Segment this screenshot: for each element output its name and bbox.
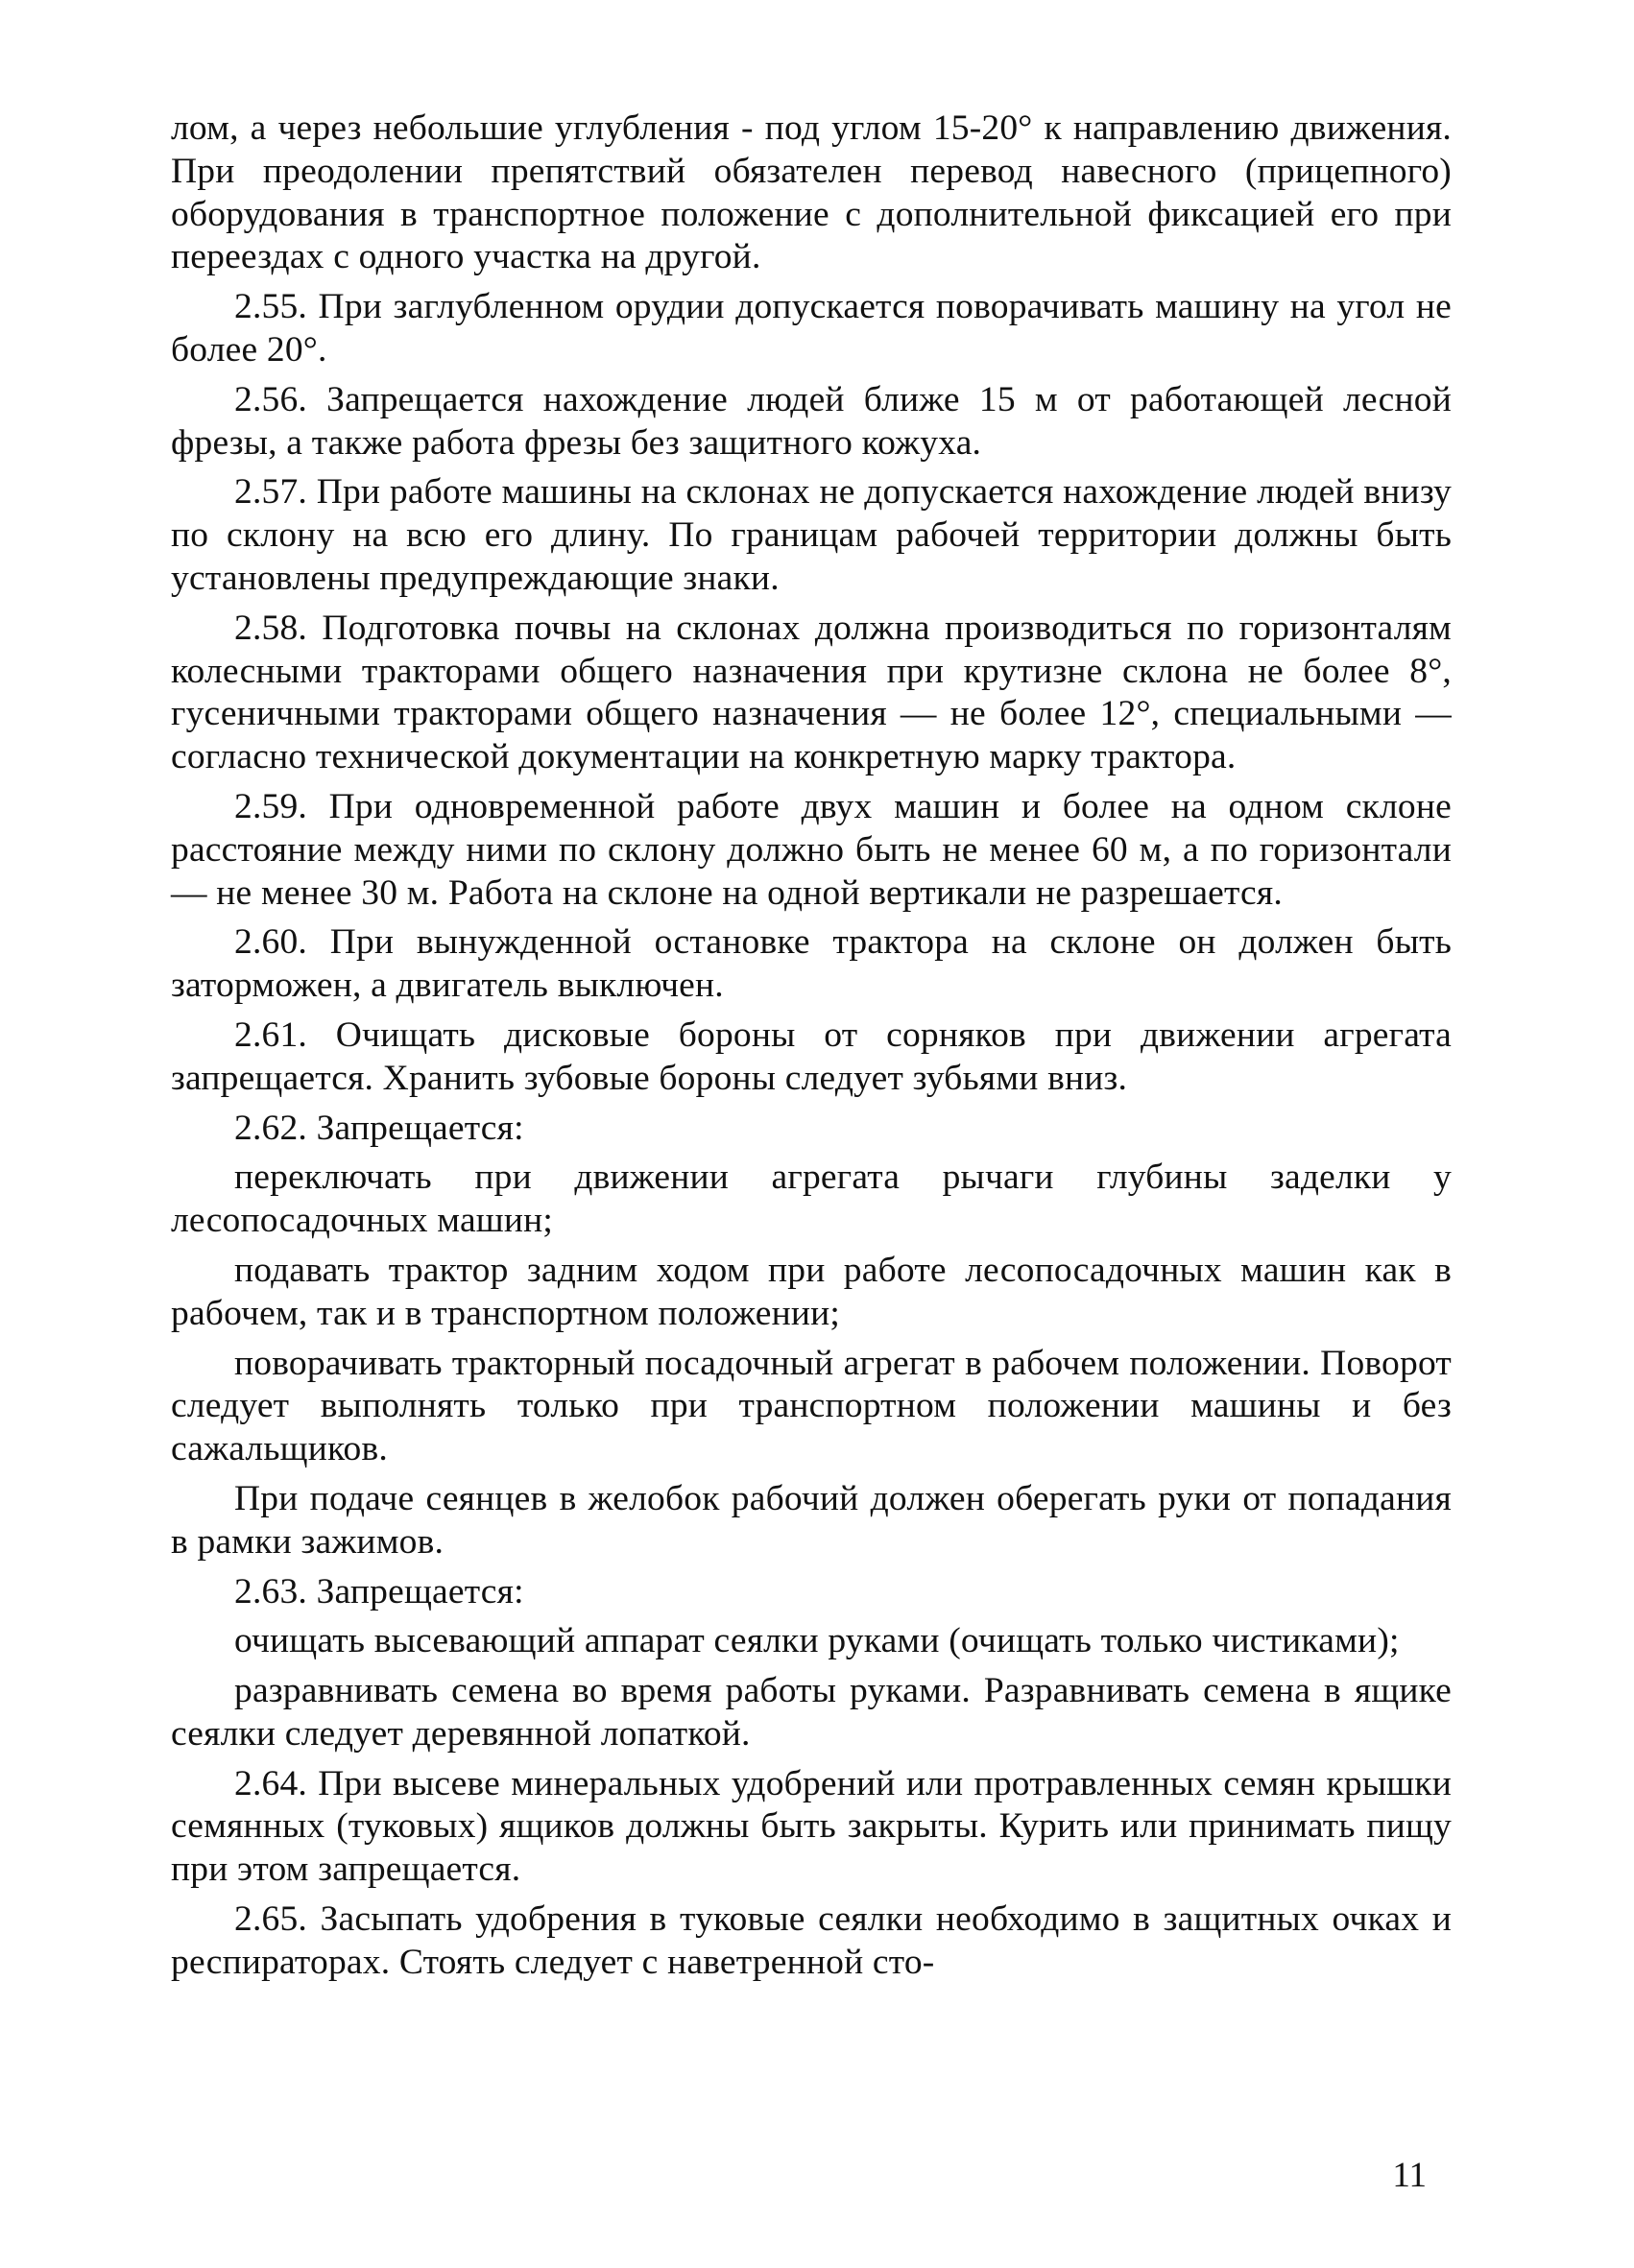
paragraph-2-58: 2.58. Подготовка почвы на склонах должна производиться по горизонталям колесными тракторами общего назначения при крутизне склона не более 8°, гусеничными тракторами общего назначения — не более 12°, специальными — согласно технической документации на конкретную марку трактора. xyxy=(171,608,1452,777)
paragraph-seedlings: При подаче сеянцев в желобок рабочий должен оберегать руки от попадания в рамки зажимов. xyxy=(171,1478,1452,1562)
paragraph-2-57: 2.57. При работе машины на склонах не допускается нахождение людей внизу по склону на всю его длину. По границам рабочей территории должны быть установлены предупреждающие знаки. xyxy=(171,472,1452,598)
paragraph-2-55: 2.55. При заглубленном орудии допускается поворачивать машину на угол не более 20°. xyxy=(171,287,1452,370)
page-number: 11 xyxy=(1392,2156,1427,2195)
paragraph-continuation: лом, а через небольшие углубления - под углом 15-20° к направлению движения. При преодолении препятствий обязателен перевод навесного (прицепного) оборудования в транспортное положение с дополнительной фиксацией его при переездах с одного участка на другой. xyxy=(171,108,1452,277)
list-item-2-62-c: поворачивать тракторный посадочный агрегат в рабочем положении. Поворот следует выполнять только при транспортном положении машины и без сажальщиков. xyxy=(171,1343,1452,1469)
list-item-2-63-a: очищать высевающий аппарат сеялки руками (очищать только чистиками); xyxy=(234,1621,1400,1661)
list-item-2-62-b: подавать трактор задним ходом при работе лесопосадочных машин как в рабочем, так и в транспортном положении; xyxy=(171,1250,1452,1333)
list-item-2-62-a: переключать при движении агрегата рычаги глубины заделки у лесопосадочных машин; xyxy=(171,1158,1452,1241)
body-text xyxy=(171,107,1452,1992)
paragraph-2-64: 2.64. При высеве минеральных удобрений или протравленных семян крышки семянных (туковых) ящиков должны быть закрыты. Курить или принимать пищу при этом запрещается. xyxy=(171,1763,1452,1890)
paragraph-2-63: 2.63. Запрещается: xyxy=(234,1571,524,1611)
paragraph-2-56: 2.56. Запрещается нахождение людей ближе 15 м от работающей лесной фрезы, а также работа фрезы без защитного кожуха. xyxy=(171,379,1452,463)
list-item-2-63-b: разравнивать семена во время работы руками. Разравнивать семена в ящике сеялки следует деревянной лопаткой. xyxy=(171,1671,1452,1754)
paragraph-2-62: 2.62. Запрещается: xyxy=(234,1108,524,1148)
paragraph-2-61: 2.61. Очищать дисковые бороны от сорняков при движении агрегата запрещается. Хранить зубовые бороны следует зубьями вниз. xyxy=(171,1015,1452,1098)
paragraph-2-60: 2.60. При вынужденной остановке трактора на склоне он должен быть заторможен, а двигатель выключен. xyxy=(171,922,1452,1006)
paragraph-2-65: 2.65. Засыпать удобрения в туковые сеялки необходимо в защитных очках и респираторах. Стоять следует с наветренной сто- xyxy=(171,1899,1452,1982)
paragraph-2-59: 2.59. При одновременной работе двух машин и более на одном склоне расстояние между ними по склону должно быть не менее 60 м, а по горизонтали — не менее 30 м. Работа на склоне на одной вертикали не разрешается. xyxy=(171,786,1452,913)
